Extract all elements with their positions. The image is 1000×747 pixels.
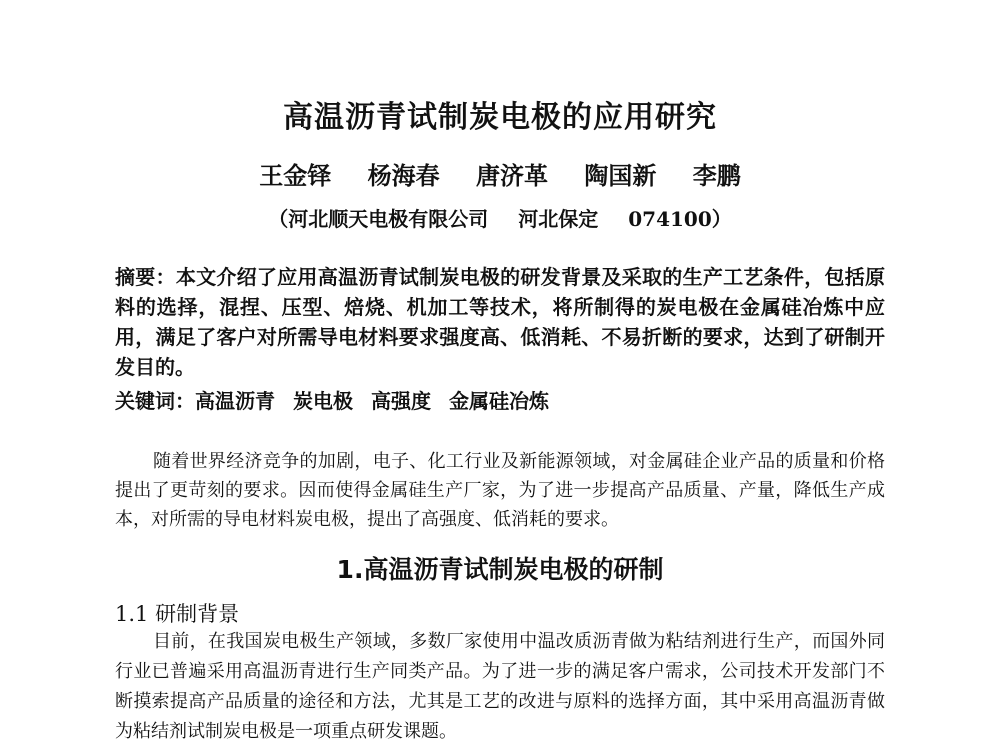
author-name: 唐济革: [476, 161, 548, 190]
author-name: 杨海春: [367, 161, 440, 190]
abstract-text: 本文介绍了应用高温沥青试制炭电极的研发背景及采取的生产工艺条件，包括原料的选择，混捏、压型、焙烧、机加工等技术，将所制得的炭电极在金属硅冶炼中应用，满足了客户对所需导电材料要求强度高、低消耗、不易折断的要求，达到了研制开发目的。: [115, 265, 886, 379]
abstract: [115, 262, 885, 382]
author-list: [0, 156, 1000, 191]
subsection-heading: 1.1 研制背景: [115, 602, 240, 626]
affiliation-zip: 074100）: [628, 207, 732, 231]
affiliation: [0, 203, 1000, 232]
paper-title: 高温沥青试制炭电极的应用研究: [283, 100, 717, 135]
keyword: 高温沥青: [195, 389, 275, 413]
keyword: 金属硅冶炼: [449, 389, 549, 413]
keyword: 炭电极: [293, 389, 353, 413]
intro-paragraph: 随着世界经济竞争的加剧，电子、化工行业及新能源领域，对金属硅企业产品的质量和价格提出了更苛刻的要求。因而使得金属硅生产厂家，为了进一步提高产品质量、产量，降低生产成本，对所需的导电材料炭电极，提出了高强度、低消耗的要求。: [115, 451, 885, 530]
affiliation-org: （河北顺天电极有限公司: [268, 207, 489, 231]
subsection-paragraph: 目前，在我国炭电极生产领域，多数厂家使用中温改质沥青做为粘结剂进行生产，而国外同行业已普遍采用高温沥青进行生产同类产品。为了进一步的满足客户需求，公司技术开发部门不断摸索提高产品质量的途径和方法，尤其是工艺的改进与原料的选择方面，其中采用高温沥青做为粘结剂试制炭电极是一项重点研发课题。: [115, 631, 885, 742]
keywords: [115, 386, 885, 416]
author-name: 李鹏: [692, 161, 741, 190]
author-name: 陶国新: [584, 161, 657, 190]
keywords-label: 关键词：: [115, 389, 195, 413]
abstract-label: 摘要：: [115, 265, 176, 289]
keyword: 高强度: [371, 389, 431, 413]
affiliation-city: 河北保定: [518, 207, 599, 231]
section-heading: 1.高温沥青试制炭电极的研制: [336, 555, 664, 584]
author-name: 王金铎: [259, 161, 332, 190]
